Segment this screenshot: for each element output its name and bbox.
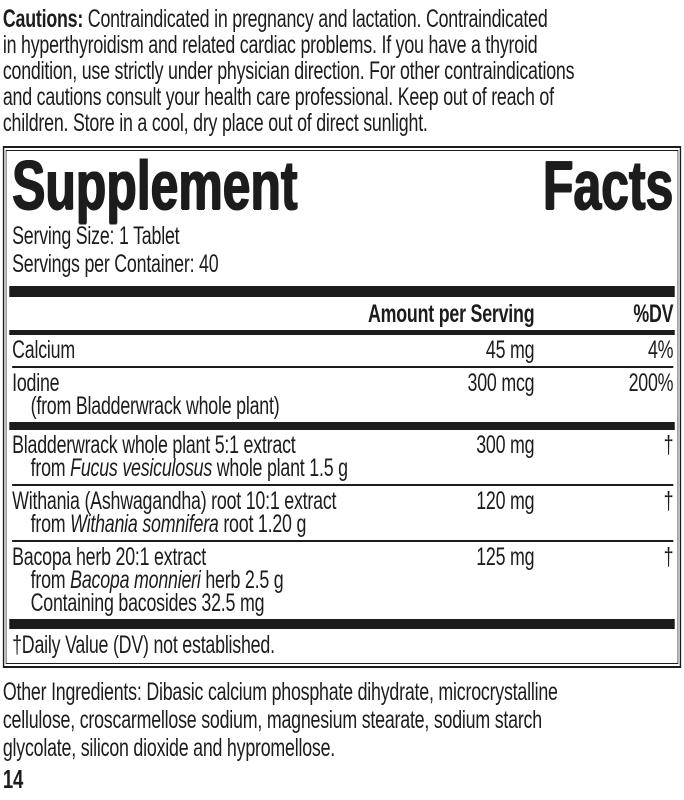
nutrient-name: Bladderwrack whole plant 5:1 extract bbox=[12, 431, 296, 459]
divider-bar-medium bbox=[9, 619, 674, 629]
supplement-facts-title bbox=[12, 146, 674, 224]
nutrient-dv: † bbox=[663, 431, 674, 459]
supplement-facts-box bbox=[3, 146, 681, 668]
column-header-dv: %DV bbox=[633, 300, 674, 328]
nutrient-subline: from Bacopa monnieri herb 2.5 g bbox=[30, 566, 284, 594]
supplement-facts-inner bbox=[6, 146, 679, 664]
nutrient-name: Bacopa herb 20:1 extract bbox=[12, 543, 207, 571]
title-word-facts: Facts bbox=[543, 146, 674, 224]
column-header-row bbox=[12, 297, 673, 330]
nutrient-amount: 120 mg bbox=[476, 487, 535, 515]
other-ingredients-line: glycolate, silicon dioxide and hypromellose. bbox=[2, 734, 336, 762]
nutrient-amount: 300 mg bbox=[476, 431, 535, 459]
nutrient-dv: † bbox=[663, 543, 674, 571]
nutrient-subline: from Withania somnifera root 1.20 g bbox=[30, 510, 307, 538]
nutrient-row-withania bbox=[12, 484, 673, 540]
cautions-line: children. Store in a cool, dry place out of direct sunlight. bbox=[2, 109, 428, 137]
nutrient-row-bacopa bbox=[12, 540, 673, 619]
cautions-text: Contraindicated in pregnancy and lactation. Contraindicated bbox=[83, 5, 548, 33]
nutrient-amount: 45 mg bbox=[485, 336, 535, 364]
nutrient-dv: 4% bbox=[647, 336, 674, 364]
serving-size: Serving Size: 1 Tablet bbox=[12, 222, 180, 250]
cautions-paragraph bbox=[0, 0, 684, 136]
nutrient-subline: (from Bladderwrack whole plant) bbox=[30, 392, 280, 420]
divider-bar-thick bbox=[9, 286, 674, 297]
nutrient-dv: 200% bbox=[628, 369, 674, 397]
nutrient-name: Withania (Ashwagandha) root 10:1 extract bbox=[12, 487, 337, 515]
nutrient-row-iodine bbox=[12, 366, 673, 422]
divider-bar-thick bbox=[9, 422, 674, 430]
nutrient-dv: † bbox=[663, 487, 674, 515]
latin-name: Withania somnifera bbox=[70, 510, 219, 538]
nutrient-name: Iodine bbox=[12, 369, 60, 397]
cautions-line: condition, use strictly under physician direction. For other contraindications bbox=[2, 57, 575, 85]
nutrient-name: Calcium bbox=[12, 336, 75, 364]
other-ingredients-line: Other Ingredients: Dibasic calcium phosphate dihydrate, microcrystalline bbox=[2, 678, 558, 706]
nutrient-row-bladderwrack bbox=[12, 430, 673, 484]
cautions-line bbox=[3, 6, 684, 32]
nutrient-amount: 300 mcg bbox=[467, 369, 535, 397]
page-number: 14 bbox=[2, 764, 24, 794]
column-header-amount: Amount per Serving bbox=[367, 300, 535, 328]
servings-per-container: Servings per Container: 40 bbox=[12, 250, 219, 278]
nutrient-row-calcium bbox=[12, 335, 673, 366]
cautions-line: in hyperthyroidism and related cardiac problems. If you have a thyroid bbox=[2, 31, 538, 59]
other-ingredients-line: cellulose, croscarmellose sodium, magnesium stearate, sodium starch bbox=[2, 706, 542, 734]
cautions-label: Cautions: bbox=[2, 5, 84, 33]
cautions-line: and cautions consult your health care professional. Keep out of reach of bbox=[2, 83, 554, 111]
other-ingredients bbox=[3, 678, 684, 762]
nutrient-amount: 125 mg bbox=[476, 543, 535, 571]
title-word-supplement: Supplement bbox=[12, 146, 298, 224]
nutrient-subline: from Fucus vesiculosus whole plant 1.5 g bbox=[30, 454, 348, 482]
nutrient-subline: Containing bacosides 32.5 mg bbox=[30, 589, 265, 617]
dv-footnote: †Daily Value (DV) not established. bbox=[12, 631, 275, 659]
latin-name: Bacopa monnieri bbox=[70, 566, 201, 594]
latin-name: Fucus vesiculosus bbox=[70, 454, 213, 482]
